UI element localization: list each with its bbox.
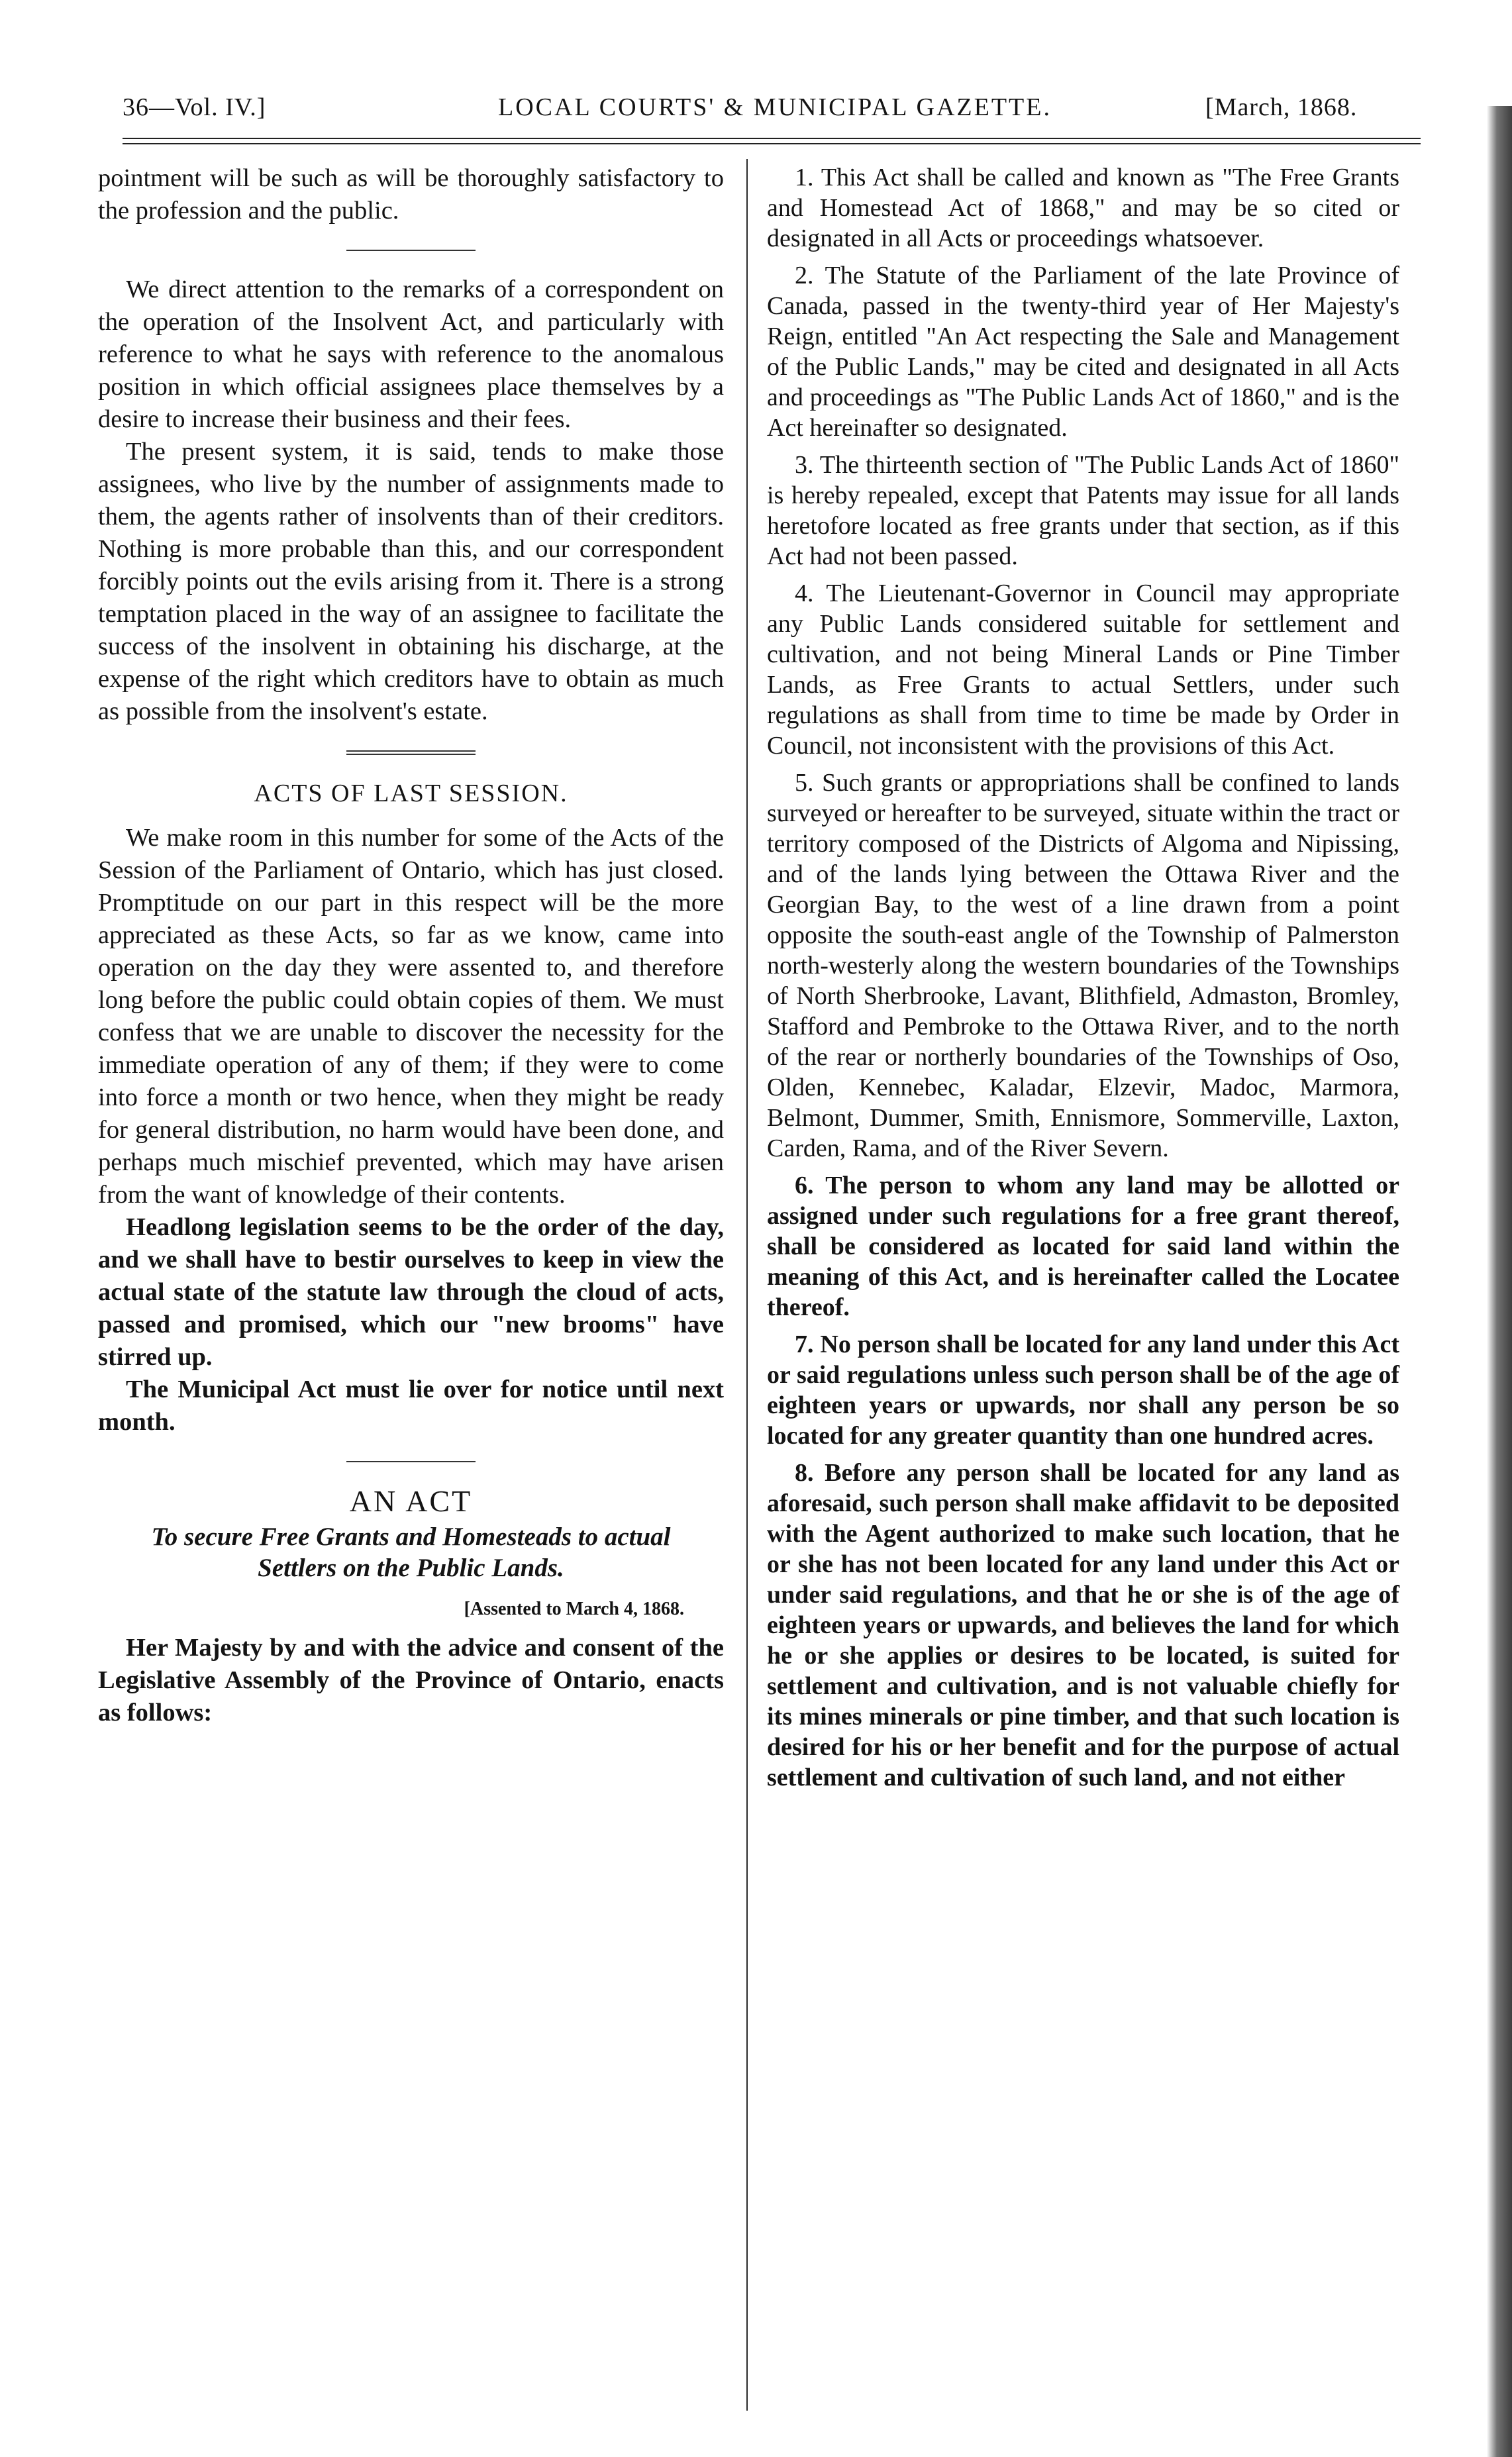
section-6: 6. The person to whom any land may be allotted or assigned under such regulations for a free grant thereof, shall be considered as located for said land within the meaning of this Act, and is hereinafter called the Locatee thereof. xyxy=(767,1172,1399,1321)
section-5: 5. Such grants or appropriations shall be confined to lands surveyed or hereafter to be surveyed, situate within the tract or territory composed of the Districts of Algoma and Nipissing, and of the lands lying between the Ottawa River and the Georgian Bay, to the west of a line drawn from a point opposite the south-east angle of the Township of Palmerston north-westerly along the western boundaries of the Townships of North Sherbrooke, Lavant, Blithfield, Admaston, Bromley, Stafford and Pembroke to the Ottawa River, and to the north of the rear or northerly boundaries of the Townships of Oso, Olden, Kennebec, Kaladar, Elzevir, Madoc, Marmora, Belmont, Dummer, Smith, Ennismore, Sommerville, Laxton, Carden, Rama, and of the River Severn. xyxy=(767,769,1399,1162)
paragraph-acts-session: We make room in this number for some of the Acts of the Session of the Parliament of Ontario, which has just closed. Promptitude on our part in this respect will be the more appreciated as these Acts, so far as we know, came into operation on the day they were assented to, and therefore long before the public could obtain copies of them. We must confess that we are unable to discover the necessity for the immediate operation of any of them; if they were to come into force a month or two hence, when they might be ready for general distribution, no harm would have been done, and perhaps much mischief prevented, which may have arisen from the want of knowledge of their contents. xyxy=(98,824,724,1209)
paragraph-headlong-legislation: Headlong legislation seems to be the order of the day, and we shall have to bestir ourselves to keep in view the actual state of the statute law through the cloud of acts, passed and promised, which our "new brooms" have stirred up. xyxy=(98,1213,724,1371)
column-divider xyxy=(746,159,748,2411)
act-heading: AN ACT xyxy=(349,1484,473,1518)
section-4: 4. The Lieutenant-Governor in Council may appropriate any Public Lands considered suitable for settlement and cultivation, and not being Mineral Lands or Pine Timber Lands, as Free Grants to actual Settlers, under such regulations as shall from time to time be made by Order in Council, not inconsistent with the provisions of this Act. xyxy=(767,579,1399,760)
issue-date: [March, 1868. xyxy=(1205,93,1358,121)
section-7: 7. No person shall be located for any land under this Act or said regulations unless such person shall be of the age of eighteen years or upwards, nor shall any person be so located for any greater quantity than one hundred acres. xyxy=(767,1330,1399,1450)
paragraph-insolvent-act: We direct attention to the remarks of a correspondent on the operation of the Insolvent Act, and particularly with reference to what he says with reference to the anomalous position in which official assignees place themselves by a desire to increase their business and their fees. xyxy=(98,276,724,433)
scan-binding-edge xyxy=(1487,106,1512,2457)
right-column xyxy=(767,162,1399,1799)
enacting-clause: Her Majesty by and with the advice and consent of the Legislative Assembly of the Province of Ontario, enacts as follows: xyxy=(98,1634,724,1727)
page-volume-label: 36—Vol. IV.] xyxy=(123,93,266,121)
section-8: 8. Before any person shall be located for any land as aforesaid, such person shall make affidavit to be deposited with the Agent authorized to make such location, that he or she has not been located for any land under this Act or under said regulations, and that he or she is of the age of eighteen years or upwards, and believes the land for which he or she applies or desires to be located, is suited for settlement and cultivation, and is not valuable chiefly for its mines minerals or pine timber, and that such location is desired for his or her benefit and for the purpose of actual settlement and cultivation of such land, and not either xyxy=(767,1459,1399,1791)
left-column xyxy=(98,162,724,1729)
act-subtitle: To secure Free Grants and Homesteads to actual Settlers on the Public Lands. xyxy=(151,1523,671,1582)
paragraph-appointment: pointment will be such as will be thoroughly satisfactory to the profession and the public. xyxy=(98,164,724,225)
separator-double-rule xyxy=(346,750,476,755)
assent-date: [Assented to March 4, 1868. xyxy=(464,1599,684,1619)
section-3: 3. The thirteenth section of "The Public Lands Act of 1860" is hereby repealed, except that Patents may issue for all lands heretofore located as free grants under that section, as if this Act had not been passed. xyxy=(767,451,1399,570)
section-1: 1. This Act shall be called and known as "The Free Grants and Homestead Act of 1868," and may be so cited or designated in all Acts or proceedings whatsoever. xyxy=(767,164,1399,252)
section-2: 2. The Statute of the Parliament of the late Province of Canada, passed in the twenty-third year of Her Majesty's Reign, entitled "An Act respecting the Sale and Management of the Public Lands," may be cited and designated in all Acts and proceedings as "The Public Lands Act of 1860," and is the Act hereinafter so designated. xyxy=(767,262,1399,442)
section-heading: ACTS OF LAST SESSION. xyxy=(254,779,568,807)
separator-rule xyxy=(346,250,476,251)
paragraph-municipal-act: The Municipal Act must lie over for notice until next month. xyxy=(98,1376,724,1436)
publication-title: LOCAL COURTS' & MUNICIPAL GAZETTE. xyxy=(498,93,1052,121)
header-rule xyxy=(123,138,1421,144)
separator-rule-2 xyxy=(346,1461,476,1462)
paragraph-present-system: The present system, it is said, tends to make those assignees, who live by the number of assignments made to them, the agents rather of insolvents than of their creditors. Nothing is more probable than this, and our correspondent forcibly points out the evils arising from it. There is a strong temptation placed in the way of an assignee to facilitate the success of the insolvent in obtaining his discharge, at the expense of the right which creditors have to obtain as much as possible from the insolvent's estate. xyxy=(98,438,724,725)
